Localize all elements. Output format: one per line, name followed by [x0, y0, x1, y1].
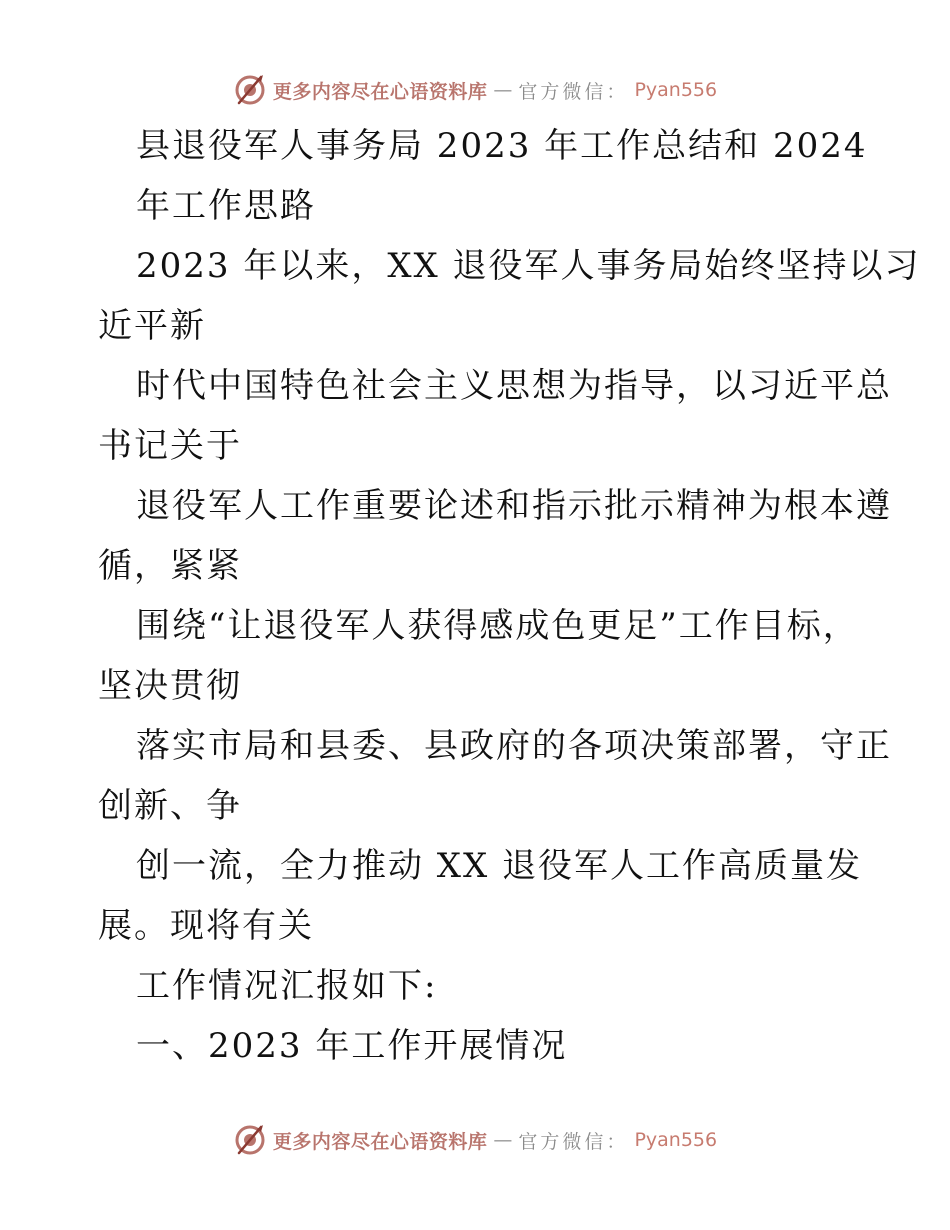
document-title-line-1: 县退役军人事务局 2023 年工作总结和 2024 — [136, 126, 868, 166]
body-line-3: 时代中国特色社会主义思想为指导，以习近平总 — [136, 366, 892, 406]
header-watermark — [0, 70, 950, 110]
section-heading-1: 一、2023 年工作开展情况 — [136, 1026, 568, 1066]
body-line-6: 循，紧紧 — [98, 546, 242, 586]
body-line-8: 坚决贯彻 — [98, 666, 242, 706]
body-line-9: 落实市局和县委、县政府的各项决策部署，守正 — [136, 726, 892, 766]
body-line-10: 创新、争 — [98, 786, 242, 826]
quill-seal-icon — [233, 1123, 267, 1157]
quill-seal-icon — [233, 73, 267, 107]
watermark-dash: — — [493, 79, 513, 101]
watermark-wechat-id: Pyan556 — [634, 1129, 718, 1151]
document-title-line-2: 年工作思路 — [136, 186, 316, 226]
document-body — [98, 116, 921, 1076]
body-line-11: 创一流，全力推动 XX 退役军人工作高质量发 — [136, 846, 863, 886]
body-line-2: 近平新 — [98, 306, 206, 346]
body-line-7: 围绕“让退役军人获得感成色更足”工作目标， — [136, 606, 859, 646]
watermark-dash: — — [493, 1129, 513, 1151]
watermark-side-text: 官方微信： — [518, 1130, 629, 1153]
watermark-main-text: 更多内容尽在心语资料库 — [272, 80, 488, 103]
footer-watermark — [0, 1120, 950, 1160]
body-line-13: 工作情况汇报如下: — [136, 966, 438, 1006]
body-line-1: 2023 年以来，XX 退役军人事务局始终坚持以习 — [136, 246, 921, 286]
watermark-wechat-id: Pyan556 — [634, 79, 718, 101]
body-line-4: 书记关于 — [98, 426, 242, 466]
body-line-12: 展。现将有关 — [98, 906, 314, 946]
watermark-main-text: 更多内容尽在心语资料库 — [272, 1130, 488, 1153]
body-line-5: 退役军人工作重要论述和指示批示精神为根本遵 — [136, 486, 892, 526]
watermark-side-text: 官方微信： — [518, 80, 629, 103]
